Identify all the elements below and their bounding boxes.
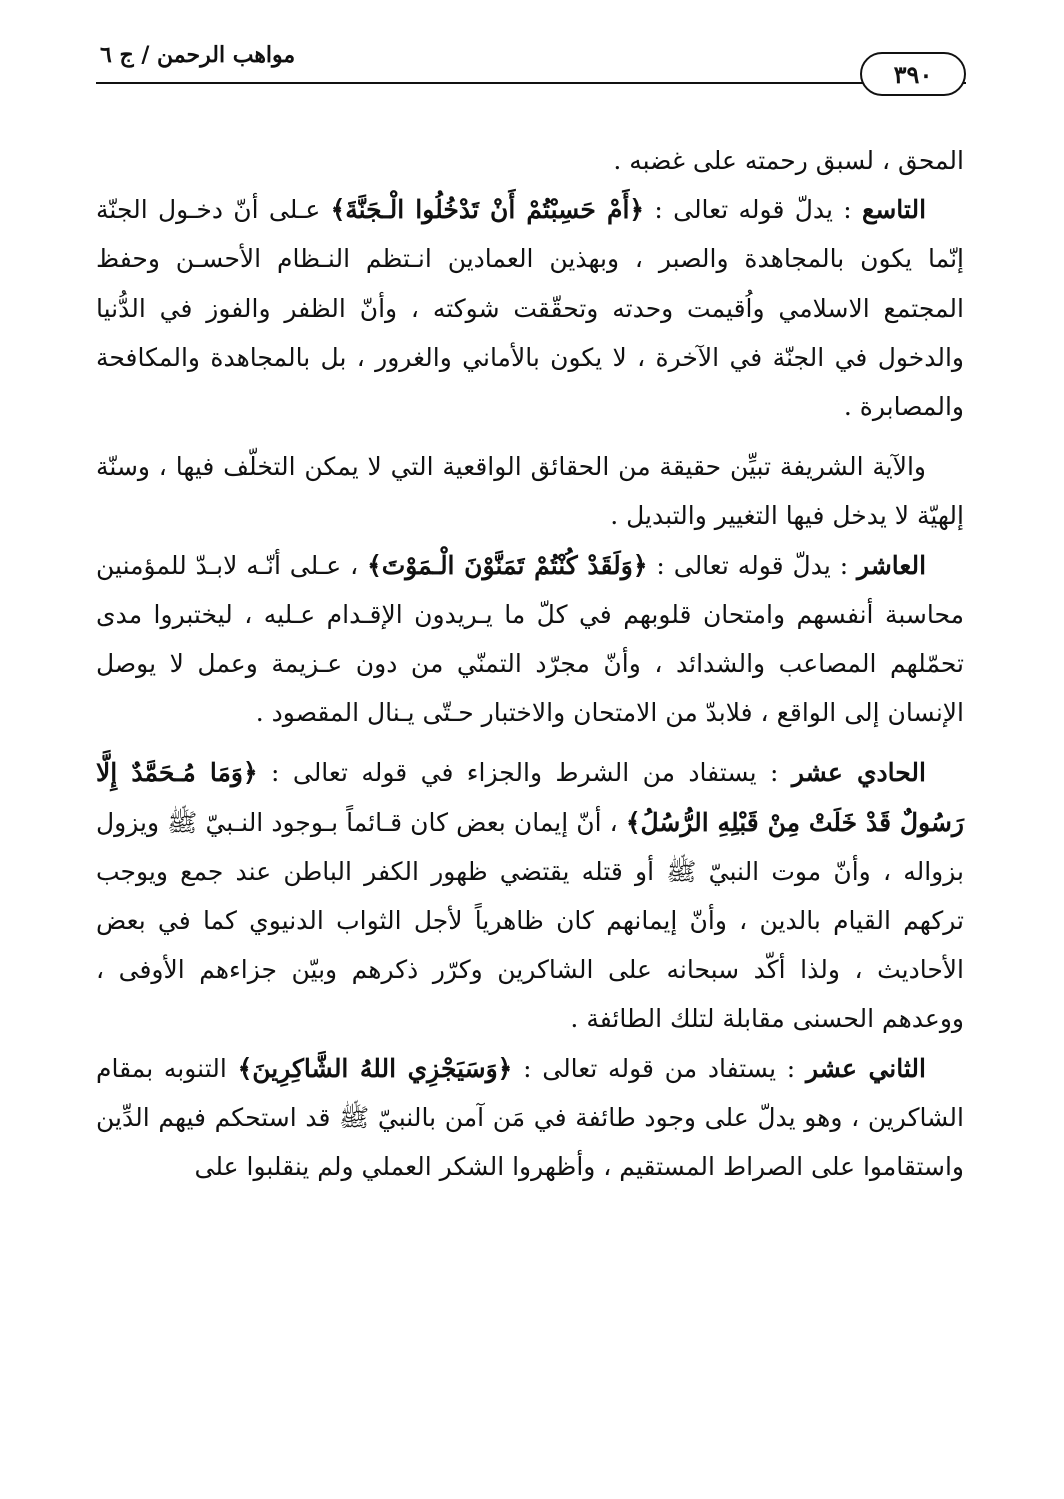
body-text: : يستفاد من قوله تعالى : [512, 1053, 806, 1083]
body-text: : يدلّ قوله تعالى : [644, 195, 863, 225]
body-text: : يستفاد من الشرط والجزاء في قوله تعالى : [257, 758, 792, 788]
quran-verse: ﴿وَلَقَدْ كُنْتُمْ تَمَنَّوْنَ الْـمَوْتَ﴾ [367, 550, 648, 580]
section-term: الحادي عشر [791, 758, 926, 788]
paragraph-eleventh [96, 748, 964, 1043]
body-text: عـلى أنّ دخـول الجنّة إنّما يكون بالمجاهدة والصبر ، وبهذين العمادين انـتظم النـظام الأحسـن وحفظ المجتمع الاسلامي واُقيمت وحدته وتحقّقت شوكته ، وأنّ الظفر والفوز في الدُّنيا والدخول في الجنّة في الآخرة ، لا يكون بالأماني والغرور ، بل بالمجاهدة والمكافحة والمصابرة . [96, 195, 964, 422]
body-text: التنوبه بمقام الشاكرين ، وهو يدلّ على وجود طائفة في مَن آمن بالنبيّ ﷺ قد استحكم فيهم الدِّين واستقاموا على الصراط المستقيم ، وأظهروا الشكر العملي ولم ينقلبوا على [96, 1053, 964, 1182]
paragraph [96, 442, 964, 540]
body-text: والآية الشريفة تبيِّن حقيقة من الحقائق الواقعية التي لا يمكن التخلّف فيها ، وسنّة إلهيّة لا يدخل فيها التغيير والتبديل . [96, 452, 964, 531]
body-text: المحق ، لسبق رحمته على غضبه . [613, 146, 964, 175]
quran-verse: ﴿وَسَيَجْزِي اللهُ الشَّاكِرِينَ﴾ [237, 1053, 513, 1083]
paragraph [96, 136, 964, 185]
body-text: ، أنّ إيمان بعض كان قـائماً بـوجود النـبيّ ﷺ ويزول بزواله ، وأنّ موت النبيّ ﷺ أو قتله يقتضي ظهور الكفر الباطن عند جمع ويوجب تركهم القيام بالدين ، وأنّ إيمانهم كان ظاهرياً لأجل الثواب الدنيوي كما في بعض الأحاديث ، ولذا أكّد سبحانه على الشاكرين وكرّر ذكرهم وبيّن جزاءهم الأوفى ، ووعدهم الحسنى مقابلة لتلك الطائفة . [96, 807, 964, 1034]
header-rule [96, 82, 966, 84]
quran-verse: ﴿وَمَا مُـحَمَّدٌ إِلَّا رَسُولٌ قَدْ خَلَتْ مِنْ قَبْلِهِ الرُّسُلُ﴾ [96, 758, 964, 837]
paragraph-ninth [96, 185, 964, 431]
quran-verse: ﴿أَمْ حَسِبْتُمْ أَنْ تَدْخُلُوا الْـجَنَّةَ﴾ [330, 195, 645, 225]
paragraph-tenth [96, 541, 964, 738]
body-text: : يدلّ قوله تعالى : [647, 550, 858, 580]
body-text: ، عـلى أنّـه لابـدّ للمؤمنين محاسبة أنفسهم وامتحان قلوبهم في كلّ ما يـريدون الإقـدام عـليه ، ليختبروا مدى تحمّلهم المصاعب والشدائد ، وأنّ مجرّد التمنّي من دون عـزيمة وعمل لا يوصل الإنسان إلى الواقع ، فلابدّ من الامتحان والاختبار حـتّى يـنال المقصود . [96, 550, 964, 728]
page-body [96, 136, 964, 1191]
section-term: العاشر [857, 550, 927, 580]
paragraph-twelfth [96, 1044, 964, 1192]
section-term: الثاني عشر [805, 1053, 926, 1083]
running-title: مواهب الرحمن / ج ٦ [96, 42, 299, 68]
page-header [96, 38, 966, 94]
section-term: التاسع [862, 195, 927, 225]
page-number: ٣٩٠ [860, 52, 966, 96]
